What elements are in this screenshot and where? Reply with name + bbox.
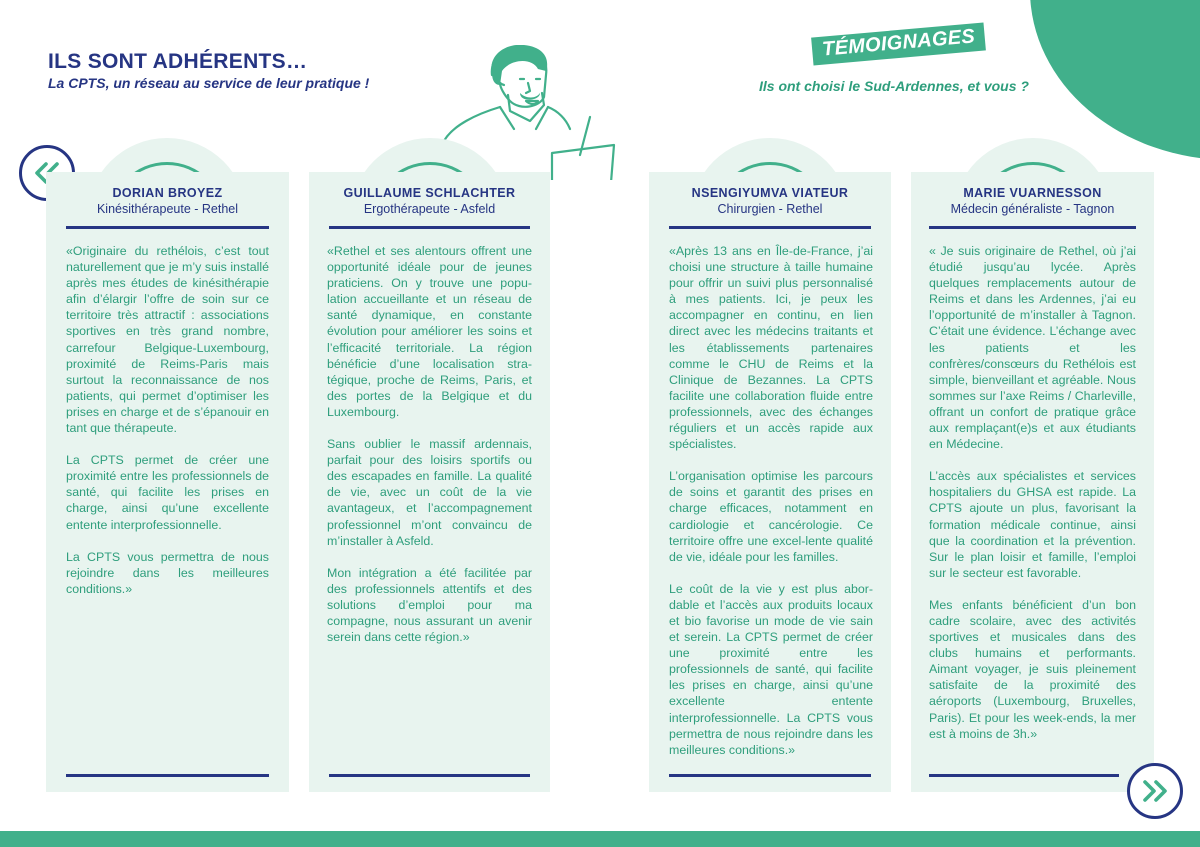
testimonial-paragraph: Le coût de la vie y est plus abor-dable et l’accès aux produits locaux et bio favorise un mode de vie sain et serein. La CPTS permet de créer une proximité entre les professionnels de santé, qui facilite les prises en charge, ainsi qu’une excellente entente interprofessionnelle. La CPTS vous permettra de nous rejoindre dans les meilleures conditions.» <box>669 581 873 757</box>
testimonial-card <box>309 172 550 792</box>
testimonial-text <box>66 243 269 613</box>
corner-decoration <box>1030 0 1200 160</box>
testimonial-text <box>669 243 873 774</box>
testimonial-paragraph: La CPTS permet de créer une proximité entre les professionnels de santé, qui facilite les prises en charge, ainsi qu’une excellente entente interprofessionnelle. <box>66 453 269 532</box>
testimonial-text <box>327 243 532 661</box>
footer-band <box>0 831 1200 847</box>
person-role: Chirurgien - Rethel <box>717 202 823 216</box>
testimonial-paragraph: «Après 13 ans en Île-de-France, j’ai choisi une structure à taille humaine pour offrir un suivi plus personnalisé à mes patients. Ici, je peux les accompagner en continu, en lien direct avec les médecins traitants et les établissements partenaires comme le CHU de Reims et la Clinique de Bezannes. La CPTS facilite une collaboration fluide entre professionnels, avec des échanges réguliers et un accès rapide aux spécialistes. <box>669 244 873 452</box>
person-role: Kinésithérapeute - Rethel <box>96 202 239 216</box>
divider <box>329 226 530 229</box>
testimonial-paragraph: L’organisation optimise les parcours de soins et garantit des prises en charge efficaces, notamment en cardiologie et cancérologie. Ce territoire offre une excel-lente qualité de vie, idéale pour les familles. <box>669 469 873 564</box>
testimonial-paragraph: La CPTS vous permettra de nous rejoindre dans les meilleures conditions.» <box>66 549 269 596</box>
person-role: Ergothérapeute - Asfeld <box>363 202 496 216</box>
double-chevron-right-icon <box>1142 780 1168 802</box>
testimonial-paragraph: Sans oublier le massif ardennais, parfait pour des loisirs sportifs ou des escapades en famille. La qualité de vie, avec un coût de la vie avantageux, et l’accompagnement professionnel m’ont convaincu de m’installer à Asfeld. <box>327 437 532 548</box>
testimonial-paragraph: «Rethel et ses alentours offrent une opportunité idéale pour de jeunes praticiens. On y trouve une popu-lation accueillante et un réseau de santé dynamique, en constante évolution pour améliorer les soins et l’efficacité territoriale. La région bénéficie d’une localisation stra-tégique, proche de Reims, Paris, et des portes de la Belgique et du Luxembourg. <box>327 244 532 419</box>
person-role: Médecin généraliste - Tagnon <box>950 202 1115 216</box>
divider <box>669 774 871 777</box>
page-subtitle: La CPTS, un réseau au service de leur pratique ! <box>48 75 370 91</box>
testimonial-paragraph: « Je suis originaire de Rethel, où j’ai étudié jusqu’au lycée. Après quelques remplacements autour de Reims et dans les Ardennes, j’ai eu l’opportunité de m’installer à Tagnon. C’était une évidence. L’échange avec les patients et les confrères/consœurs du Rethélois est simple, bienveillant et agréable. Nous sommes sur l’axe Reims / Charleville, offrant un confort de pratique grâce aux remplaçant(e)s et aux étudiants en Médecine. <box>929 244 1136 452</box>
person-name: NSENGIYUMVA VIATEUR <box>691 186 849 200</box>
testimonial-paragraph: Mes enfants bénéficient d’un bon cadre scolaire, avec des activités sportives et musicales dans des clubs humains et performants. Aimant voyager, je suis pleinement satisfaite de la proximité des aéroports (Luxembourg, Bruxelles, Paris). Et pour les week-ends, la mer est à moins de 3h.» <box>929 597 1136 741</box>
testimonial-paragraph: Mon intégration a été facilitée par des professionnels attentifs et des solutions d’emploi pour ma compagne, nous assurant un avenir serein dans cette région.» <box>327 565 532 645</box>
testimonial-text <box>929 243 1136 758</box>
testimonial-card <box>649 172 891 792</box>
testimonial-paragraph: «Originaire du rethélois, c’est tout naturellement que je m’y suis installé après mes études de kinésithérapie afin d’élargir l’offre de soin sur ce territoire très attractif : associations sportives en très grand nombre, carrefour Belgique-Luxembourg, proximité de Reims-Paris mais surtout la reconnaissance de nos patients, qui permet d’optimiser les prises en charge et de s’épanouir en tant que thérapeute. <box>66 244 269 436</box>
divider <box>66 226 269 229</box>
next-button[interactable] <box>1127 763 1183 819</box>
person-name: MARIE VUARNESSON <box>963 186 1102 200</box>
testimonial-card <box>46 172 289 792</box>
testimonial-card <box>911 172 1154 792</box>
divider <box>929 774 1119 777</box>
divider <box>329 774 530 777</box>
person-name: DORIAN BROYEZ <box>112 186 223 200</box>
divider <box>929 226 1136 229</box>
divider <box>66 774 269 777</box>
section-tagline: Ils ont choisi le Sud-Ardennes, et vous ? <box>759 78 1029 94</box>
section-tag: TÉMOIGNAGES <box>811 23 986 66</box>
divider <box>669 226 871 229</box>
testimonial-paragraph: L’accès aux spécialistes et services hospitaliers du GHSA est rapide. La CPTS ajoute un plus, favorisant la formation médicale continue, ainsi que la coordination et la prévention. Sur le plan loisir et famille, l’emploi sur le secteur est favorable. <box>929 469 1136 580</box>
page-title: ILS SONT ADHÉRENTS… <box>48 50 308 73</box>
person-name: GUILLAUME SCHLACHTER <box>343 186 516 200</box>
